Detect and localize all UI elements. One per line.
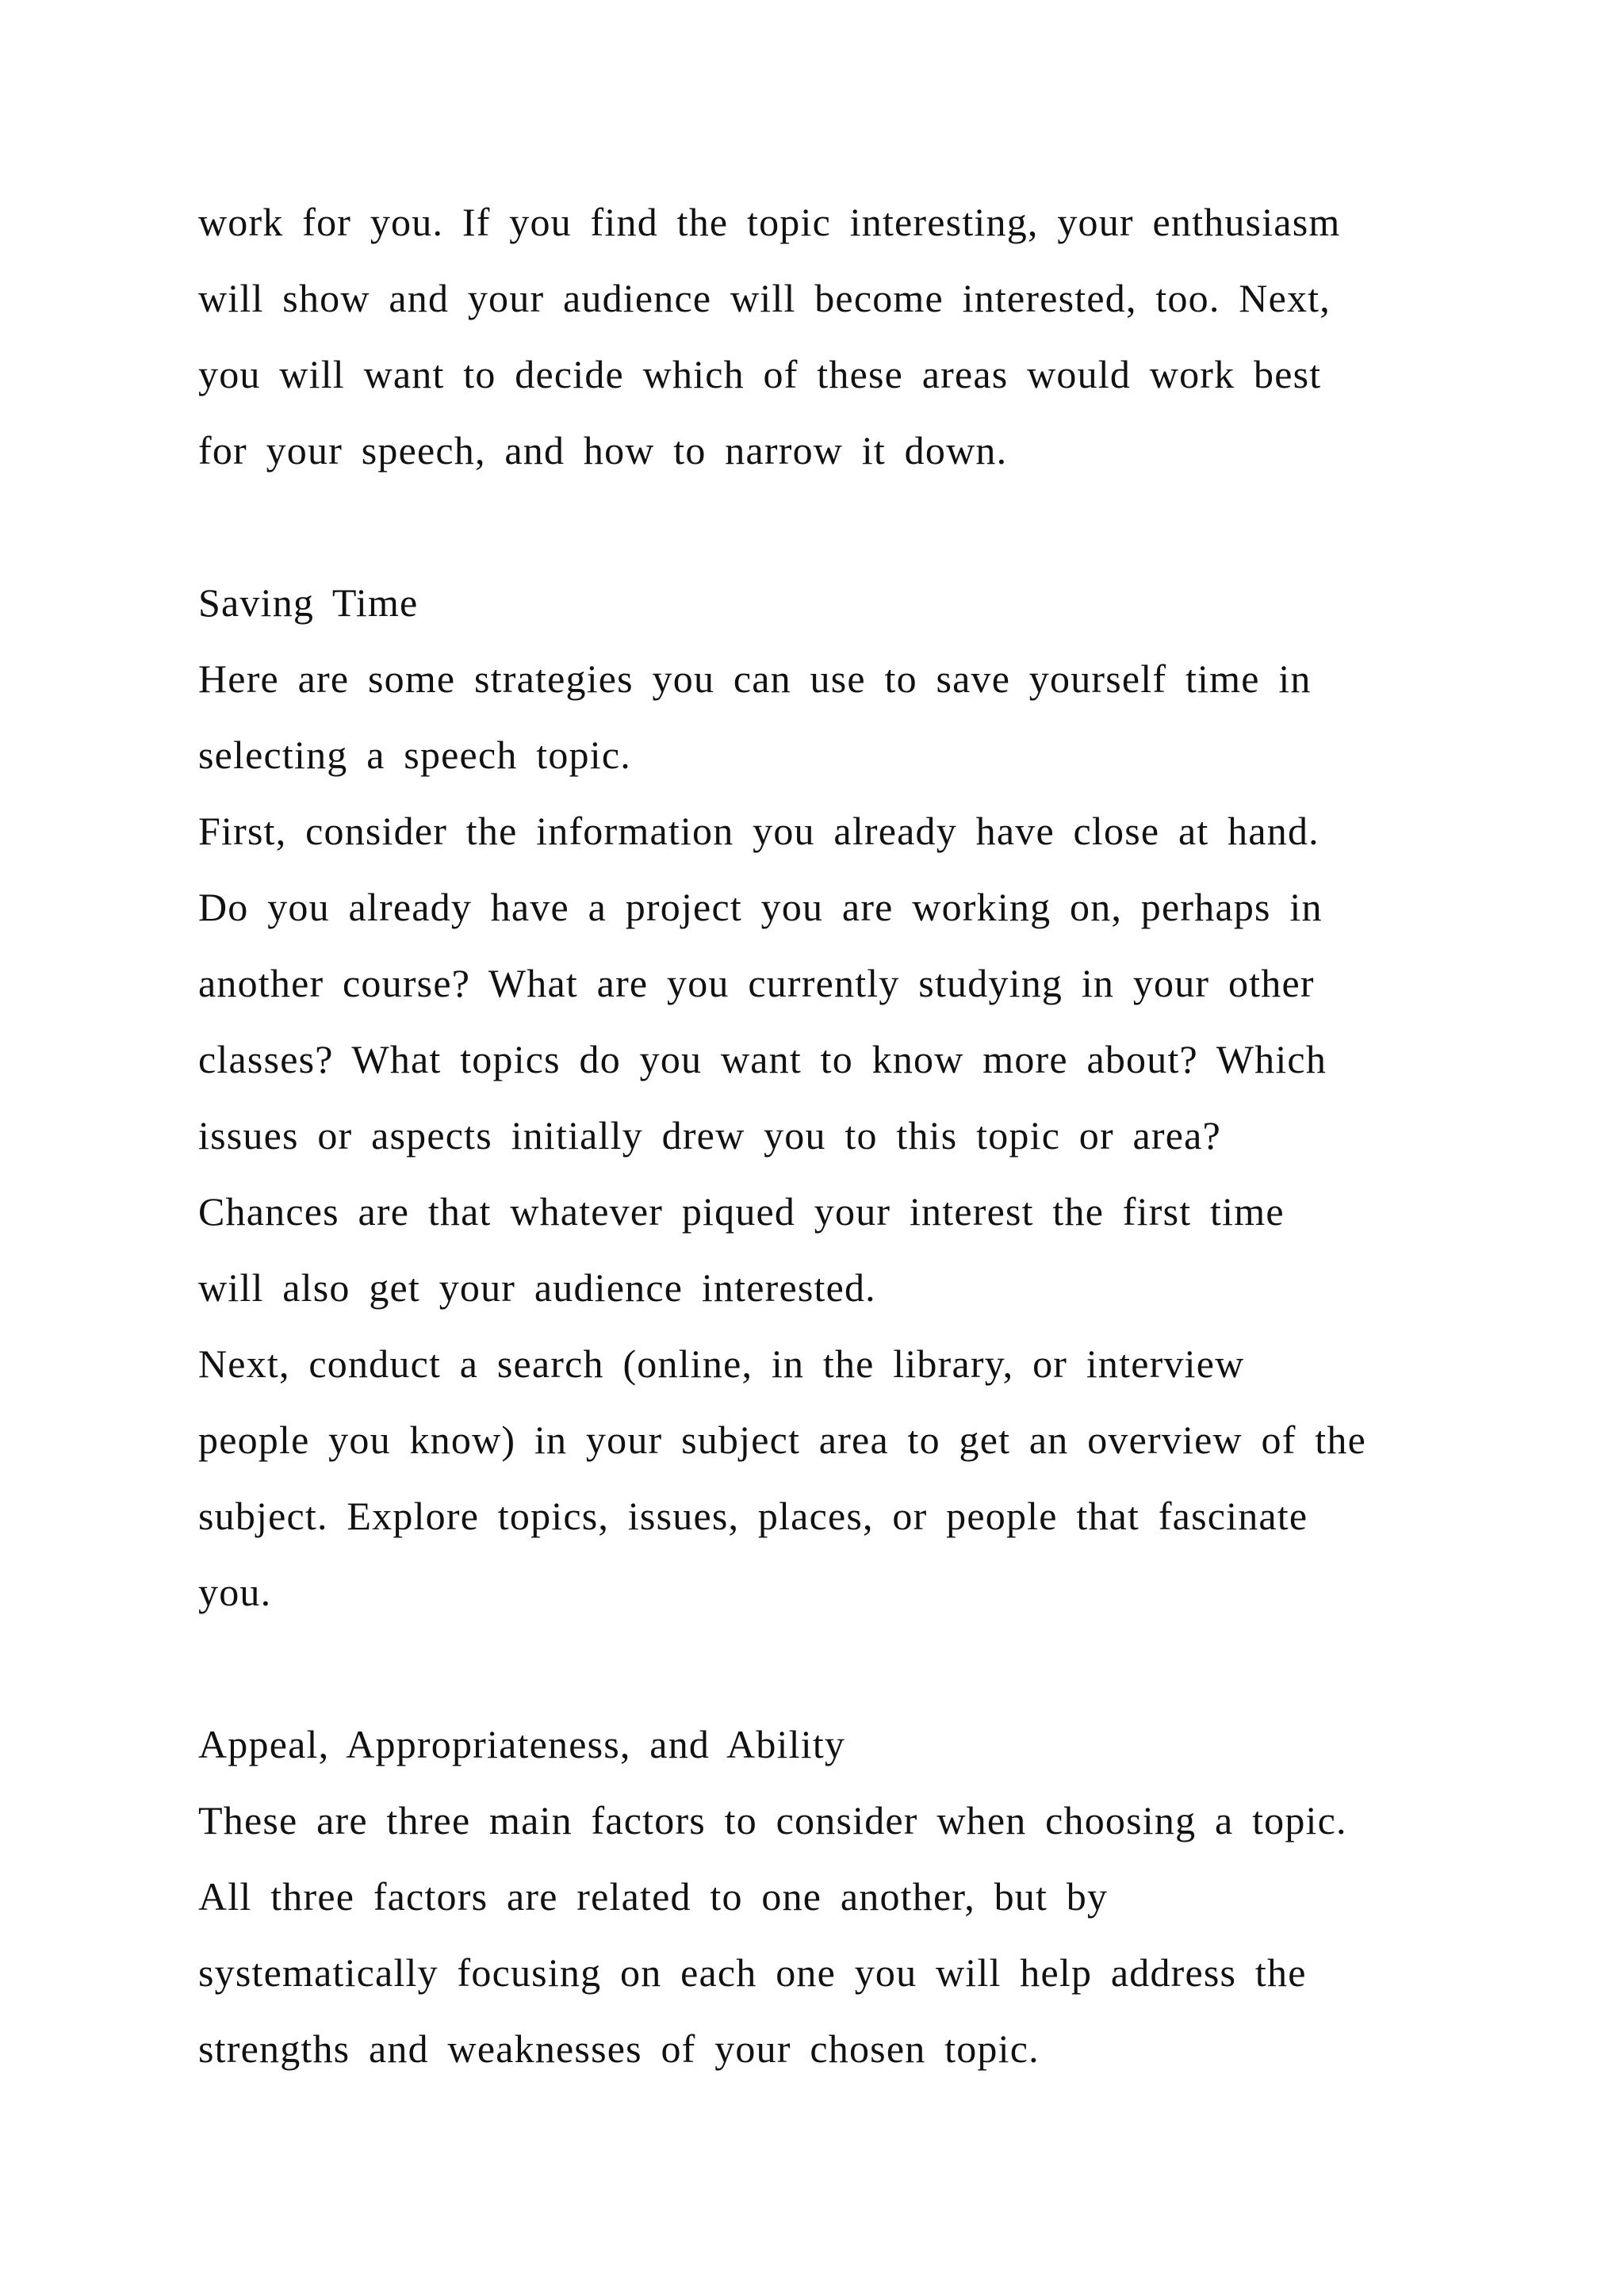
text-line: will also get your audience interested. [198, 1265, 876, 1310]
text-line: selecting a speech topic. [198, 733, 631, 777]
text-line: Here are some strategies you can use to save yourself time in [198, 656, 1312, 701]
text-line: classes? What topics do you want to know more about? Which [198, 1037, 1327, 1081]
text-line: Next, conduct a search (online, in the library, or interview [198, 1341, 1245, 1386]
text-line: work for you. If you find the topic interesting, your enthusiasm [198, 200, 1341, 244]
text-line: subject. Explore topics, issues, places, or people that fascinate [198, 1494, 1308, 1538]
text-line: you. [198, 1570, 272, 1614]
text-line: issues or aspects initially drew you to this topic or area? [198, 1113, 1221, 1158]
text-line: for your speech, and how to narrow it down. [198, 428, 1008, 473]
text-line: you will want to decide which of these areas would work best [198, 352, 1322, 396]
text-line: All three factors are related to one another, but by [198, 1874, 1109, 1919]
text-line: Chances are that whatever piqued your interest the first time [198, 1189, 1285, 1234]
text-line: people you know) in your subject area to get an overview of the [198, 1418, 1366, 1462]
text-line: These are three main factors to consider when choosing a topic. [198, 1798, 1347, 1843]
text-line: will show and your audience will become interested, too. Next, [198, 276, 1331, 320]
section-heading: Saving Time [198, 580, 419, 625]
text-line: strengths and weaknesses of your chosen topic. [198, 2026, 1040, 2071]
text-line: systematically focusing on each one you will help address the [198, 1950, 1307, 1995]
text-line: Do you already have a project you are working on, perhaps in [198, 885, 1323, 929]
text-line: First, consider the information you already have close at hand. [198, 809, 1320, 853]
text-line: another course? What are you currently studying in your other [198, 961, 1315, 1005]
section-heading: Appeal, Appropriateness, and Ability [198, 1722, 846, 1766]
